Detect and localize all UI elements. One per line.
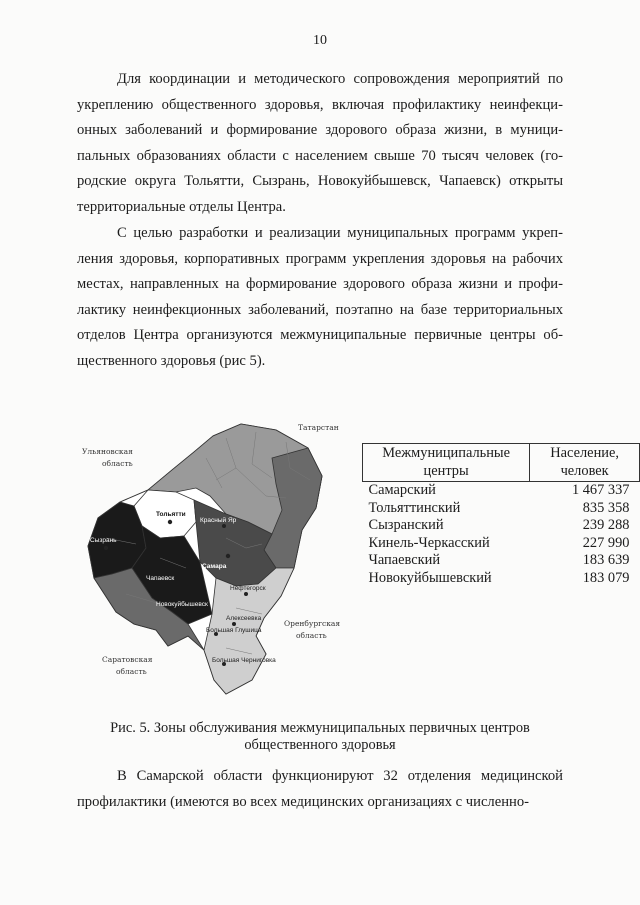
label-syzran: Сызрань — [90, 537, 117, 544]
center-population: 183 639 — [582, 552, 630, 568]
center-name: Сызранский — [368, 517, 444, 533]
table-row — [363, 482, 640, 500]
label-samara: Самара — [202, 563, 227, 570]
center-name: Новокуйбышевский — [368, 569, 492, 586]
label-krasny-yar: Красный Яр — [200, 517, 237, 524]
header-centers: Межмуниципальные центры — [363, 444, 530, 482]
paragraph-prevention-departments: В Самарской области функционируют 32 отделения медицинской профилактики (имеются во всех медицинских организациях с численно- — [77, 768, 563, 810]
marker-samara — [226, 554, 230, 558]
label-chapaevsk: Чапаевск — [146, 575, 175, 582]
label-neftegorsk: Нефтегорск — [230, 585, 266, 592]
table-row — [363, 517, 640, 535]
table-row — [363, 535, 640, 553]
header-population: Население, человек — [530, 444, 640, 482]
paragraph-territorial-departments: Для координации и методического сопровождения мероприятий по укреплению общественного здоровья, включая профилактику неинфекционных заболеваний и формирование здорового образа жизни, в муниципальных образованиях области с населением свыше 70 тысяч человек (городские округа Тольятти, Сызрань, Новокуйбышевск, Чапаевск) открыты территориальные отделы Центра. — [77, 71, 563, 215]
center-name: Кинель-Черкасский — [368, 534, 490, 551]
caption-line-1: Рис. 5. Зоны обслуживания межмуниципальных первичных центров — [110, 720, 530, 736]
marker-togliatti — [168, 520, 172, 524]
label-togliatti: Тольятти — [156, 511, 186, 518]
table-row — [363, 552, 640, 570]
center-name: Самарский — [368, 482, 436, 498]
label-orenburg-2: область — [296, 631, 327, 640]
label-novokuybyshevsk: Новокуйбышевск — [156, 601, 208, 608]
table-row — [363, 570, 640, 588]
label-saratov-2: область — [116, 667, 147, 676]
figure-caption — [0, 720, 640, 753]
samara-region-map — [76, 418, 350, 700]
center-population: 227 990 — [582, 534, 630, 551]
label-tatarstan: Татарстан — [298, 423, 339, 432]
label-saratov: Саратовская — [102, 655, 153, 664]
label-ulyanovsk-2: область — [102, 459, 133, 468]
caption-line-2: общественного здоровья — [244, 736, 396, 753]
center-name: Чапаевский — [368, 552, 441, 568]
label-ulyanovsk: Ульяновская — [82, 447, 133, 456]
marker-krasny-yar — [222, 524, 226, 528]
center-population: 183 079 — [582, 569, 630, 586]
center-name: Тольяттинский — [368, 499, 461, 516]
paragraph-public-health-centers: С целью разработки и реализации муниципальных программ укрепления здоровья, корпоративных программ укрепления здоровья на рабочих местах, направленных на формирование здорового образа жизни и профилактику неинфекционных заболеваний, поэтапно на базе территориальных отделов Центра организуются межмуниципальные первичные центры общественного здоровья (рис 5). — [77, 225, 563, 369]
center-population: 239 288 — [582, 517, 630, 533]
center-population: 1 467 337 — [571, 482, 630, 498]
label-orenburg: Оренбургская — [284, 619, 341, 628]
marker-syzran — [104, 546, 108, 550]
label-bolshaya-glushitsa: Большая Глушица — [206, 627, 262, 634]
page-number: 10 — [313, 33, 327, 48]
marker-neftegorsk — [244, 592, 248, 596]
label-bolshaya-chernigovka: Большая Черниговка — [212, 657, 276, 664]
label-alekseevka: Алексеевка — [226, 615, 262, 622]
population-table — [362, 443, 640, 587]
marker-alekseevka — [232, 622, 236, 626]
center-population: 835 358 — [582, 499, 630, 516]
table-row — [363, 500, 640, 518]
